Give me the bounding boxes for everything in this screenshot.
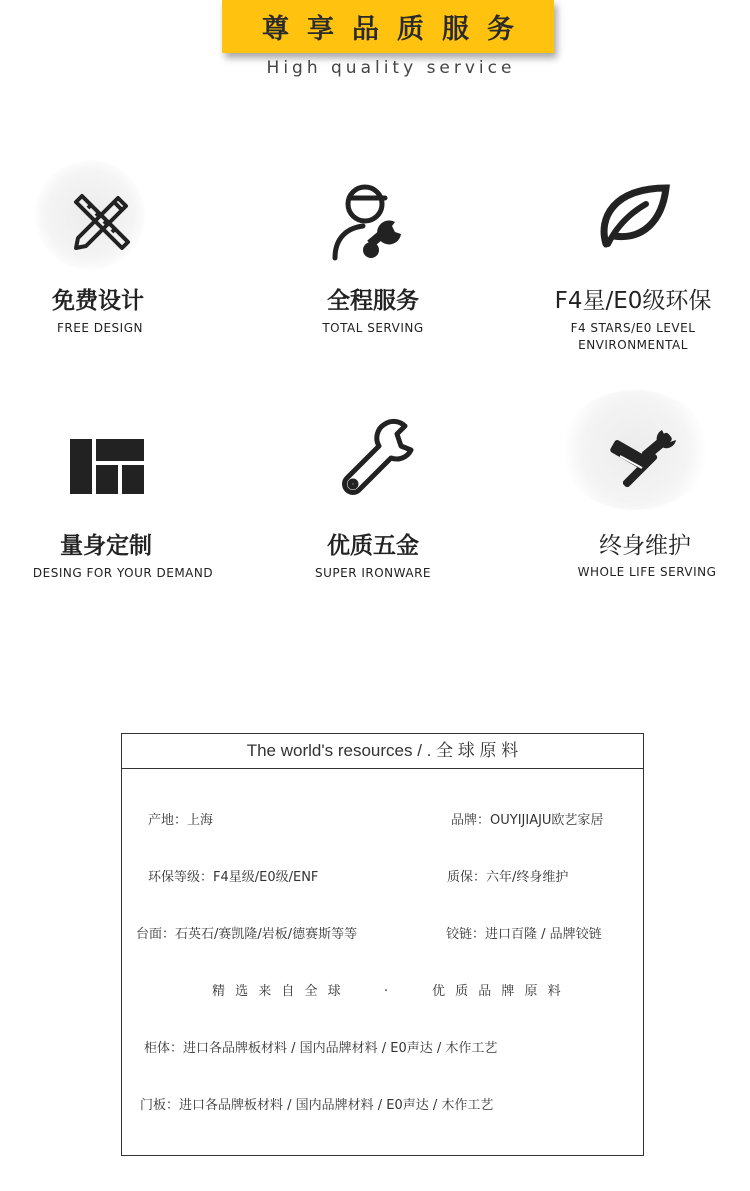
resources-panel [121,733,644,1156]
feature-subtitle: F4 STARS/E0 LEVEL [570,321,696,335]
resources-title: The world's resources / . 全 球 原 料 [122,734,643,769]
warranty-text: 质保：六年/终身维护 [447,870,569,885]
feature-total-serving [293,160,453,340]
feature-title: 量身定制 [60,533,152,559]
user-wrench-icon [329,180,409,262]
feature-title: 终身维护 [599,533,691,559]
wrench-icon [335,416,415,496]
feature-title: 全程服务 [327,288,419,314]
feature-free-design [20,160,180,340]
feature-subtitle: TOTAL SERVING [322,321,424,335]
page-title: 尊享品质服务 [262,14,532,45]
selected-global-text: 精 选 来 自 全 球 [212,984,344,999]
feature-lifetime [560,390,740,590]
feature-ironware [293,410,453,590]
origin-text: 产地：上海 [148,813,214,828]
quality-material-text: 优 质 品 牌 原 料 [432,984,564,999]
brand-text: 品牌：OUYIJIAJU欧艺家居 [451,813,604,828]
feature-subtitle: SUPER IRONWARE [314,566,431,580]
feature-subtitle: DESING FOR YOUR DEMAND [32,566,214,580]
feature-title: 优质五金 [327,533,419,559]
page-subtitle: High quality service [266,58,516,78]
feature-subtitle: FREE DESIGN [57,321,143,335]
pencil-ruler-icon [68,190,134,256]
feature-subtitle: WHOLE LIFE SERVING [577,565,717,579]
layout-grid-icon [70,439,144,494]
header-banner [222,0,554,53]
tools-icon [606,428,678,494]
door-text: 门板：进口各品牌板材料 / 国内品牌材料 / E0声达 / 木作工艺 [140,1098,494,1113]
separator-dot: . [384,980,389,995]
leaf-icon [596,182,672,252]
cabinet-text: 柜体：进口各品牌板材料 / 国内品牌材料 / E0声达 / 木作工艺 [144,1041,498,1056]
feature-title: 免费设计 [52,288,144,314]
hinge-text: 铰链：进口百隆 / 品牌铰链 [446,927,602,942]
feature-title: F4星/E0级环保 [554,288,712,314]
feature-subtitle-line2: ENVIRONMENTAL [578,338,688,352]
feature-eco [548,160,718,360]
feature-custom [26,430,216,590]
countertop-text: 台面：石英石/赛凯隆/岩板/德赛斯等等 [136,927,358,942]
eco-text: 环保等级：F4星级/E0级/ENF [148,870,319,885]
